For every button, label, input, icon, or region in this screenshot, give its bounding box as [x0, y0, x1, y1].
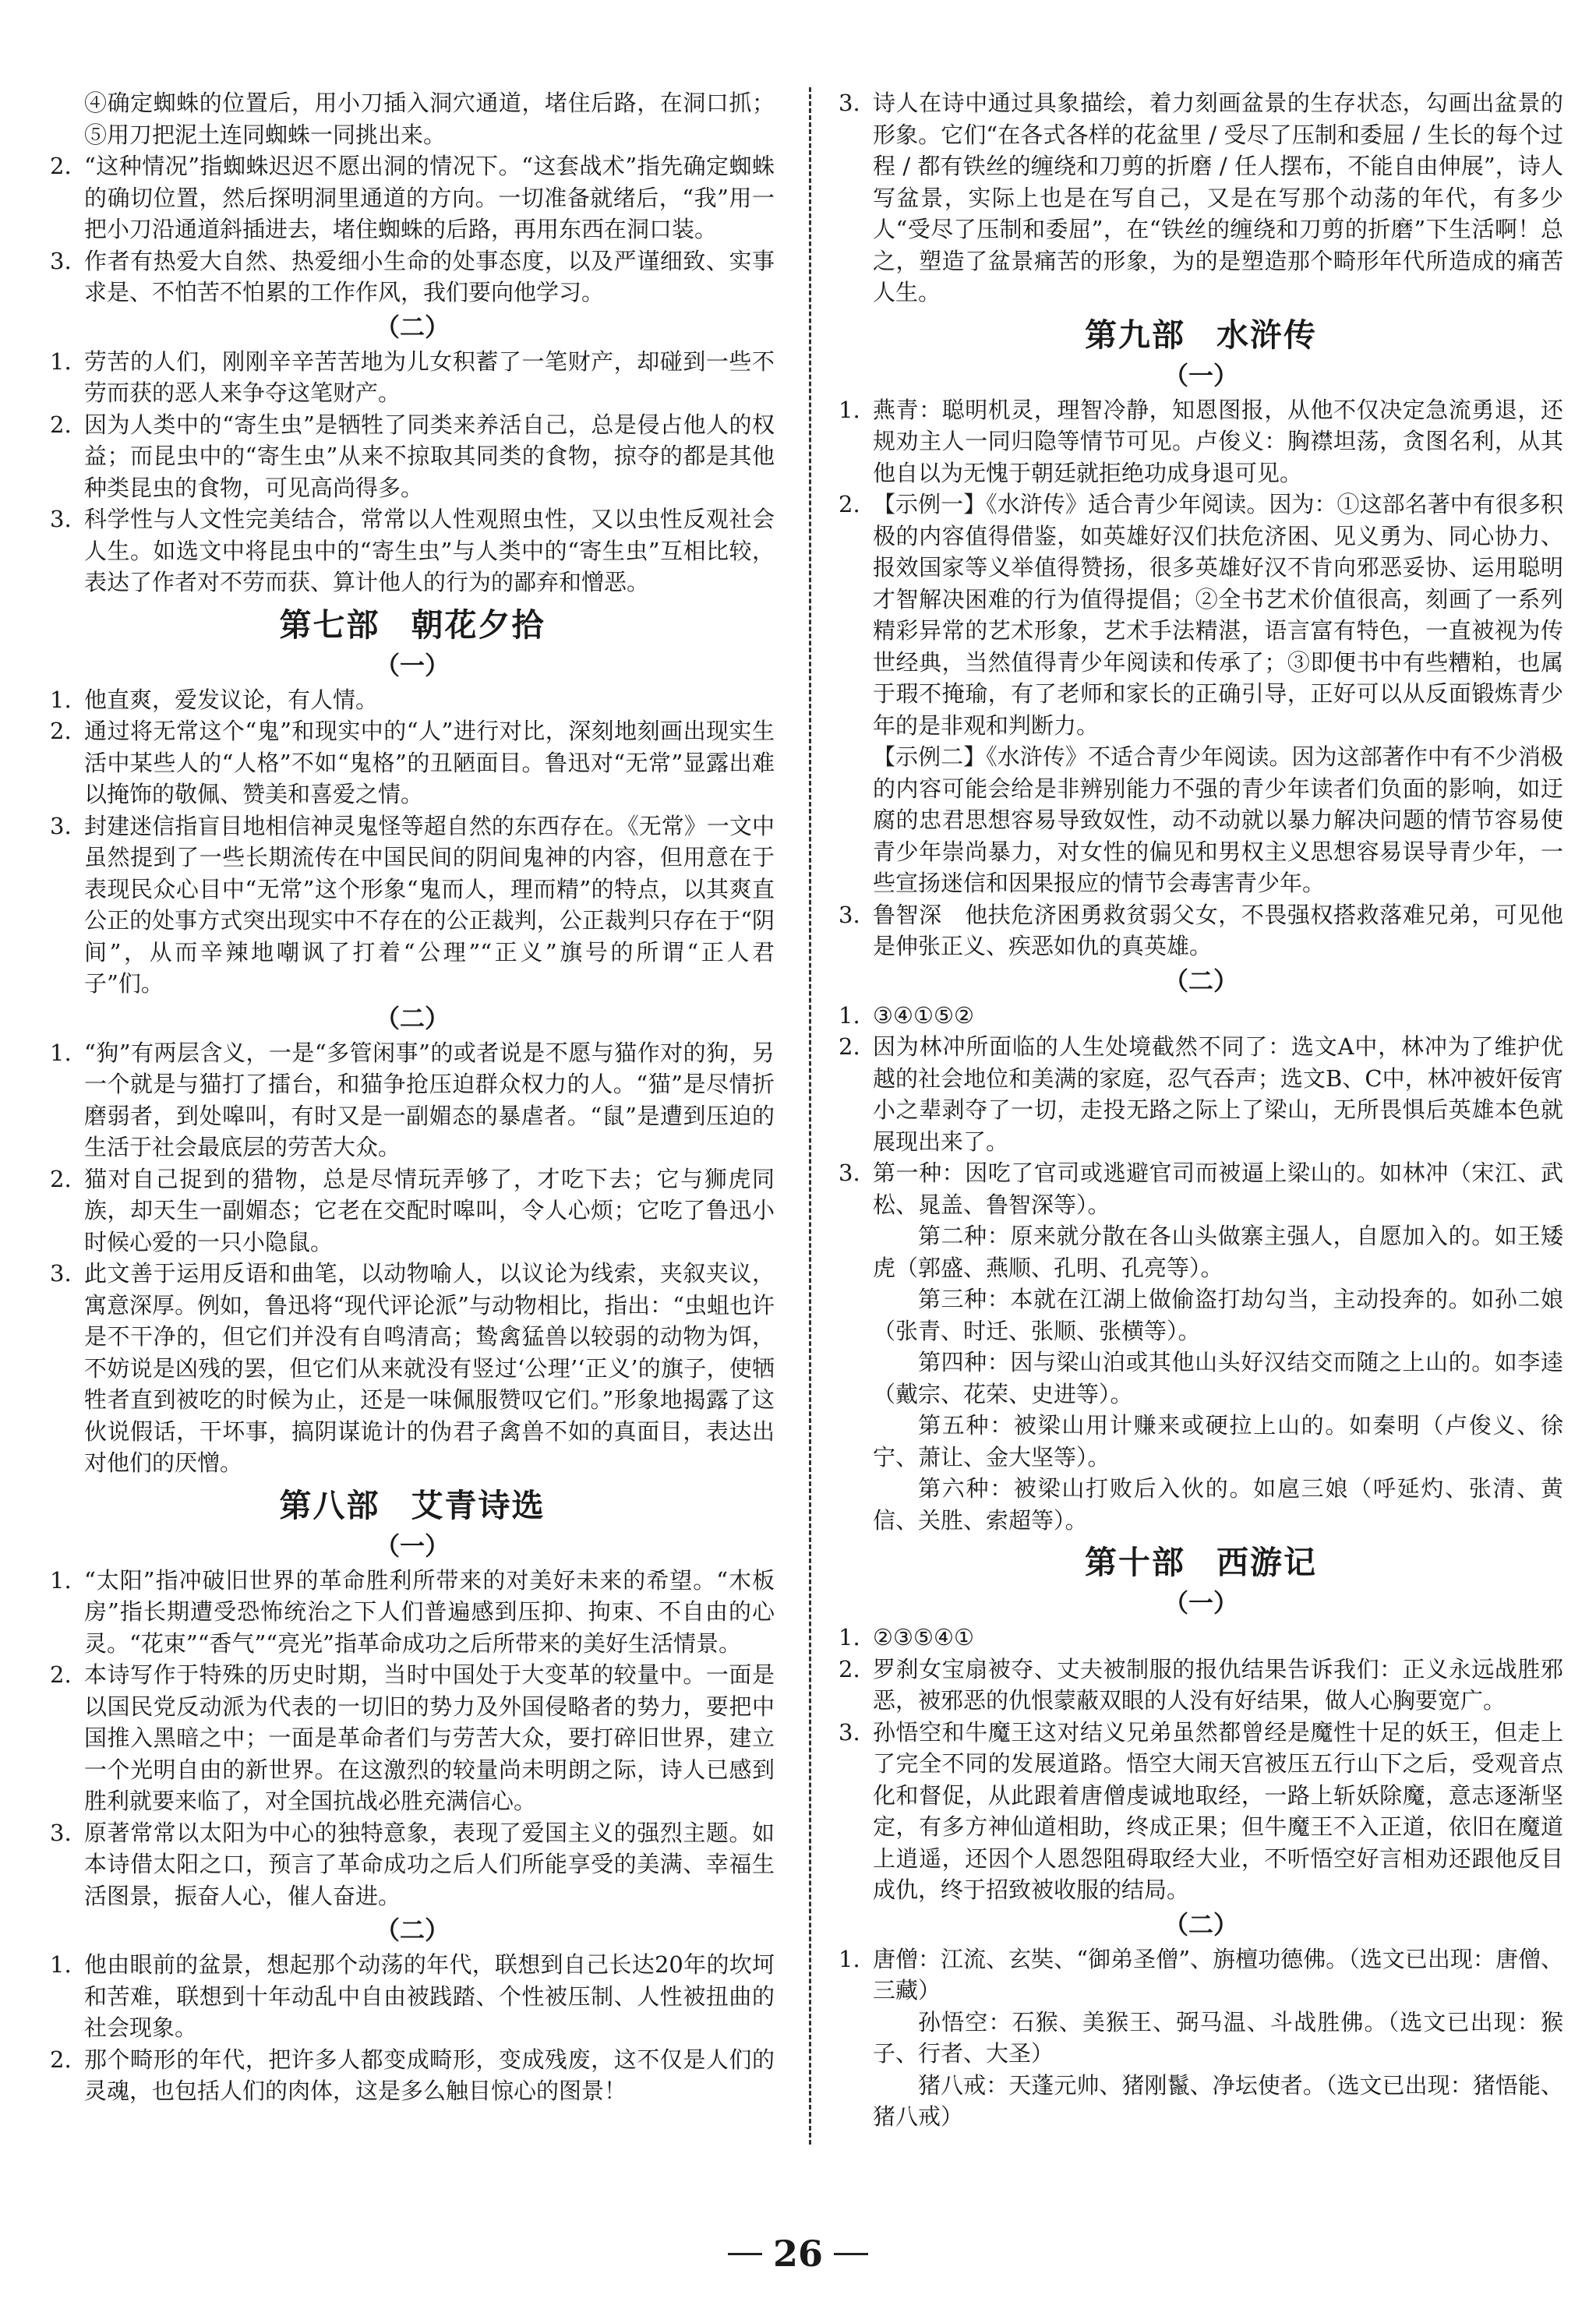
answer-item	[50, 1659, 775, 1817]
subsection-heading: （一）	[374, 1530, 450, 1561]
part-number: 第十部	[1085, 1544, 1185, 1581]
item-text: 此文善于运用反语和曲笔，以动物喻人，以议论为线索，夹叙夹议，寓意深厚。例如，鲁迅将“现代评论派”与动物相比，指出：“虫蛆也许是不干净的，但它们并没有自鸣清高；鸷禽猛兽以较弱的动物为饵，不妨说是凶残的罢，但它们从来就没有竖过‘公理’‘正义’的旗子，使牺牲者直到被吃的时候为止，还是一味佩服赞叹它们。”形象地揭露了这伙说假话，干坏事，搞阴谋诡计的伪君子禽兽不如的真面目，表达出对他们的厌憎。	[84, 1260, 775, 1476]
item-number: 1.	[50, 348, 72, 375]
answer-item	[50, 1565, 775, 1660]
answer-item	[50, 150, 775, 245]
item-number: 1.	[839, 1624, 860, 1651]
item-text: 孙悟空和牛魔王这对结义兄弟虽然都曾经是魔性十足的妖王，但走上了完全不同的发展道路。悟空大闹天宫被压五行山下之后，受观音点化和督促，从此跟着唐僧虔诚地取经，一路上斩妖除魔，意志逐渐坚定，有多方神仙道相助，终成正果；但牛魔王不入正道，依旧在魔道上逍遥，还因个人恩怨阻碍取经大业，不听悟空好言相劝还跟他反目成仇，终于招致被收服的结局。	[873, 1718, 1563, 1903]
item-number: 1.	[839, 1001, 860, 1029]
subsection-heading: （二）	[374, 312, 450, 342]
item-text: 作者有热爱大自然、热爱细小生命的处事态度，以及严谨细致、实事求是、不怕苦不怕累的工作作风，我们要向他学习。	[84, 247, 775, 305]
item-number: 3.	[50, 1819, 72, 1846]
answer-item	[50, 245, 775, 309]
item-number: 1.	[50, 1951, 72, 1978]
subsection-heading: （二）	[1163, 966, 1238, 996]
subsection-heading: （二）	[374, 1003, 450, 1033]
item-text: 原著常常以太阳为中心的独特意象，表现了爱国主义的强烈主题。如本诗借太阳之口，预言了革命成功之后人们所能享受的美满、幸福生活图景，振奋人心，催人奋进。	[84, 1819, 775, 1909]
left-column	[50, 87, 775, 2107]
item-text: 他直爽，爱发议论，有人情。	[84, 686, 379, 713]
item-number: 1.	[50, 686, 72, 713]
column-divider	[809, 87, 811, 2145]
indented-paragraph: 第三种：本就在江湖上做偷盗打劫勾当，主动投奔的。如孙二娘（张青、时迁、张顺、张横等）。	[873, 1286, 1563, 1344]
item-text: 猫对自己捉到的猎物，总是尽情玩弄够了，才吃下去；它与狮虎同族，却天生一副媚态；它老在交配时嗥叫，令人心烦；它吃了鲁迅小时候心爱的一只小隐鼠。	[84, 1165, 775, 1255]
part-heading-8	[50, 1484, 775, 1527]
item-text: 鲁智深 他扶危济困勇救贫弱父女，不畏强权搭救落难兄弟，可见他是伸张正义、疾恶如仇的真英雄。	[873, 901, 1563, 959]
item-text: 劳苦的人们，刚刚辛辛苦苦地为儿女积蓄了一笔财产，却碰到一些不劳而获的恶人来争夺这笔财产。	[84, 348, 775, 406]
indented-paragraph: 猪八戒：天蓬元帅、猪刚鬣、净坛使者。（选文已出现：猪悟能、猪八戒）	[873, 2071, 1563, 2130]
item-number: 1.	[50, 1566, 72, 1594]
answer-item	[50, 810, 775, 1000]
right-column	[839, 87, 1563, 2133]
answer-item	[839, 1654, 1563, 1717]
answer-item	[50, 1163, 775, 1259]
subsection-heading: （二）	[1163, 1909, 1238, 1940]
item-text: 那个畸形的年代，把许多人都变成畸形，变成残废，这不仅是人们的灵魂，也包括人们的肉体，这是多么触目惊心的图景！	[84, 2046, 775, 2104]
part-title: 朝花夕拾	[411, 605, 546, 644]
footer-dash-right	[834, 2253, 868, 2255]
answer-item	[839, 87, 1563, 309]
part-title: 西游记	[1216, 1544, 1317, 1581]
item-number: 1.	[839, 396, 860, 423]
item-number: 3.	[50, 247, 72, 274]
item-text: “这种情况”指蜘蛛迟迟不愿出洞的情况下。“这套战术”指先确定蜘蛛的确切位置，然后探明洞里通道的方向。一切准备就绪后，“我”用一把小刀沿通道斜插进去，堵住蜘蛛的后路，再用东西在洞口装。	[84, 153, 775, 242]
answer-item	[50, 2044, 775, 2107]
item-text: 因为人类中的“寄生虫”是牺牲了同类来养活自己，总是侵占他人的权益；而昆虫中的“寄生虫”从来不掠取其同类的食物，掠夺的都是其他种类昆虫的食物，可见高尚得多。	[84, 411, 775, 501]
answer-item	[50, 715, 775, 810]
example-paragraph: 【示例二】《水浒传》不适合青少年阅读。因为这部著作中有不少消极的内容可能会给是非辨别能力不强的青少年读者们负面的影响，如迂腐的忠君思想容易导致奴性，动不动就以暴力解决问题的情节容易使青少年崇尚暴力，对女性的偏见和男权主义思想容易误导青少年，一些宣扬迷信和因果报应的情节会毒害青少年。	[873, 743, 1563, 896]
answer-item	[839, 1000, 1563, 1032]
item-number: 2.	[839, 491, 860, 517]
answer-item	[50, 409, 775, 504]
answer-item	[50, 684, 775, 716]
item-number: 2.	[50, 718, 72, 744]
indented-paragraph: 第二种：原来就分散在各山头做寨主强人，自愿加入的。如王矮虎（郭盛、燕顺、孔明、孔亮等）。	[873, 1223, 1563, 1281]
footer-dash-left	[728, 2253, 762, 2255]
indented-paragraph: 第五种：被梁山用计赚来或硬拉上山的。如秦明（卢俊义、徐宁、萧让、金大坚等）。	[873, 1412, 1563, 1470]
answer-item	[839, 1031, 1563, 1157]
answer-item	[839, 394, 1563, 489]
part-heading-9	[839, 313, 1563, 357]
item-text: 唐僧：江流、玄奘、“御弟圣僧”、旃檀功德佛。（选文已出现：唐僧、三藏）	[873, 1945, 1563, 2004]
answer-item	[50, 503, 775, 598]
item-number: 3.	[839, 1718, 860, 1746]
answer-item	[839, 899, 1563, 962]
subsection-heading: （一）	[374, 650, 450, 680]
item-text: “太阳”指冲破旧世界的革命胜利所带来的对美好未来的希望。“木板房”指长期遭受恐怖统治之下人们普遍感到压抑、拘束、不自由的心灵。“花束”“香气”“亮光”指革命成功之后所带来的美好生活情景。	[84, 1566, 775, 1657]
subsection-heading: （一）	[1163, 360, 1238, 390]
item-number: 3.	[50, 506, 72, 532]
answer-item	[839, 1622, 1563, 1654]
item-text: 【示例一】《水浒传》适合青少年阅读。因为：①这部名著中有很多积极的内容值得借鉴，如英雄好汉们扶危济困、见义勇为、同心协力、报效国家等义举值得赞扬，很多英雄好汉不肯向邪恶妥协、运用聪明才智解决困难的行为值得提倡；②全书艺术价值很高，刻画了一系列精彩异常的艺术形象，艺术手法精湛，语言富有特色，一直被视为传世经典，当然值得青少年阅读和传承了；③即便书中有些糟粕，也属于瑕不掩瑜，有了老师和家长的正确引导，正好可以从反面锻炼青少年的是非观和判断力。	[873, 491, 1563, 739]
item-number: 3.	[839, 901, 860, 928]
subsection-heading: （一）	[1163, 1588, 1238, 1618]
item-text: ②③⑤④①	[873, 1624, 974, 1651]
item-text: 科学性与人文性完美结合，常常以人性观照虫性，又以虫性反观社会人生。如选文中将昆虫中的“寄生虫”与人类中的“寄生虫”互相比较，表达了作者对不劳而获、算计他人的行为的鄙弃和憎恶。	[84, 506, 775, 595]
answer-item	[839, 1944, 1563, 2007]
item-text: 他由眼前的盆景，想起那个动荡的年代，联想到自己长达20年的坎坷和苦难，联想到十年动乱中自由被践踏、个性被压制、人性被扭曲的社会现象。	[84, 1951, 775, 2041]
part-number: 第七部	[279, 605, 380, 644]
continued-paragraph: ④确定蜘蛛的位置后，用小刀插入洞穴通道，堵住后路，在洞口抓；⑤用刀把泥土连同蜘蛛一同挑出来。	[84, 90, 775, 148]
item-number: 2.	[50, 1165, 72, 1192]
answer-item	[50, 346, 775, 409]
indented-paragraph: 第四种：因与梁山泊或其他山头好汉结交而随之上山的。如李逵（戴宗、花荣、史进等）。	[873, 1349, 1563, 1407]
item-text: 本诗写作于特殊的历史时期，当时中国处于大变革的较量中。一面是以国民党反动派为代表的一切旧的势力及外国侵略者的势力，要把中国推入黑暗之中；一面是革命者们与劳苦大众，要打碎旧世界，建立一个光明自由的新世界。在这激烈的较量尚未明朗之际，诗人已感到胜利就要来临了，对全国抗战必胜充满信心。	[84, 1661, 775, 1814]
item-number: 2.	[50, 2046, 72, 2073]
page-footer	[0, 2230, 1596, 2277]
answer-item	[50, 1949, 775, 2044]
answer-item	[839, 1157, 1563, 1220]
item-text: 因为林冲所面临的人生处境截然不同了：选文A中，林冲为了维护优越的社会地位和美满的家庭，忍气吞声；选文B、C中，林冲被奸佞宵小之辈剥夺了一切，走投无路之际上了梁山，无所畏惧后英雄本色就展现出来了。	[873, 1033, 1563, 1155]
item-number: 2.	[50, 411, 72, 438]
indented-paragraph: 孙悟空：石猴、美猴王、弼马温、斗战胜佛。（选文已出现：猴子、行者、大圣）	[873, 2008, 1563, 2067]
indented-paragraph: 第六种：被梁山打败后入伙的。如扈三娘（呼延灼、张清、黄信、关胜、索超等）。	[873, 1475, 1563, 1534]
item-text: 通过将无常这个“鬼”和现实中的“人”进行对比，深刻地刻画出现实生活中某些人的“人格”不如“鬼格”的丑陋面目。鲁迅对“无常”显露出难以掩饰的敬佩、赞美和喜爱之情。	[84, 718, 775, 807]
item-number: 3.	[839, 1160, 860, 1186]
answer-item	[50, 1258, 775, 1479]
item-number: 3.	[50, 1260, 72, 1287]
page-number: 26	[772, 2233, 823, 2275]
item-text: ③④①⑤②	[873, 1001, 974, 1029]
item-text: 封建迷信指盲目地相信神灵鬼怪等超自然的东西存在。《无常》一文中虽然提到了一些长期流传在中国民间的阴间鬼神的内容，但用意在于表现民众心目中“无常”这个形象“鬼而人，理而精”的特点，以其爽直公正的处事方式突出现实中不存在的公正裁判，公正裁判只存在于“阴间”，从而辛辣地嘲讽了打着“公理”“正义”旗号的所谓“正人君子”们。	[84, 812, 775, 997]
part-heading-10	[839, 1541, 1563, 1584]
answer-item	[50, 1817, 775, 1912]
item-number: 3.	[839, 90, 860, 116]
part-heading-7	[50, 603, 775, 647]
item-text: 罗刹女宝扇被夺、丈夫被制服的报仇结果告诉我们：正义永远战胜邪恶，被邪恶的仇恨蒙蔽双眼的人没有好结果，做人心胸要宽广。	[873, 1655, 1563, 1714]
item-text: “狗”有两层含义，一是“多管闲事”的或者说是不愿与猫作对的狗，另一个就是与猫打了擂台，和猫争抢压迫群众权力的人。“猫”是尽情折磨弱者，到处嗥叫，有时又是一副媚态的暴虐者。“鼠”是遭到压迫的生活于社会最底层的劳苦大众。	[84, 1039, 775, 1160]
part-title: 艾青诗选	[411, 1486, 546, 1524]
part-title: 水浒传	[1216, 316, 1317, 354]
item-number: 2.	[50, 153, 72, 179]
answer-item	[839, 1717, 1563, 1906]
item-text: 燕青：聪明机灵，理智冷静，知恩图报，从他不仅决定急流勇退，还规劝主人一同归隐等情节可见。卢俊义：胸襟坦荡，贪图名利，从其他自以为无愧于朝廷就拒绝功成身退可见。	[873, 396, 1563, 486]
item-text: 诗人在诗中通过具象描绘，着力刻画盆景的生存状态，勾画出盆景的形象。它们“在各式各样的花盆里 / 受尽了压制和委屈 / 生长的每个过程 / 都有铁丝的缠绕和刀剪的折磨 / 任人摆布，不能自由伸展”，诗人写盆景，实际上也是在写自己，又是在写那个动荡的年代，有多少人“受尽了压制和委屈”，在“铁丝的缠绕和刀剪的折磨”下生活啊！总之，塑造了盆景痛苦的形象，为的是塑造那个畸形年代所造成的痛苦人生。	[873, 90, 1563, 305]
part-number: 第九部	[1085, 316, 1185, 354]
item-number: 2.	[50, 1661, 72, 1688]
item-number: 1.	[50, 1039, 72, 1066]
item-text: 第一种：因吃了官司或逃避官司而被逼上梁山的。如林冲（宋江、武松、晁盖、鲁智深等）。	[873, 1160, 1563, 1218]
answer-item	[50, 1037, 775, 1163]
part-number: 第八部	[279, 1486, 380, 1524]
item-number: 1.	[839, 1945, 860, 1972]
item-number: 2.	[839, 1655, 860, 1682]
answer-item	[839, 489, 1563, 741]
item-number: 3.	[50, 812, 72, 839]
item-number: 2.	[839, 1033, 860, 1060]
subsection-heading: （二）	[374, 1915, 450, 1945]
